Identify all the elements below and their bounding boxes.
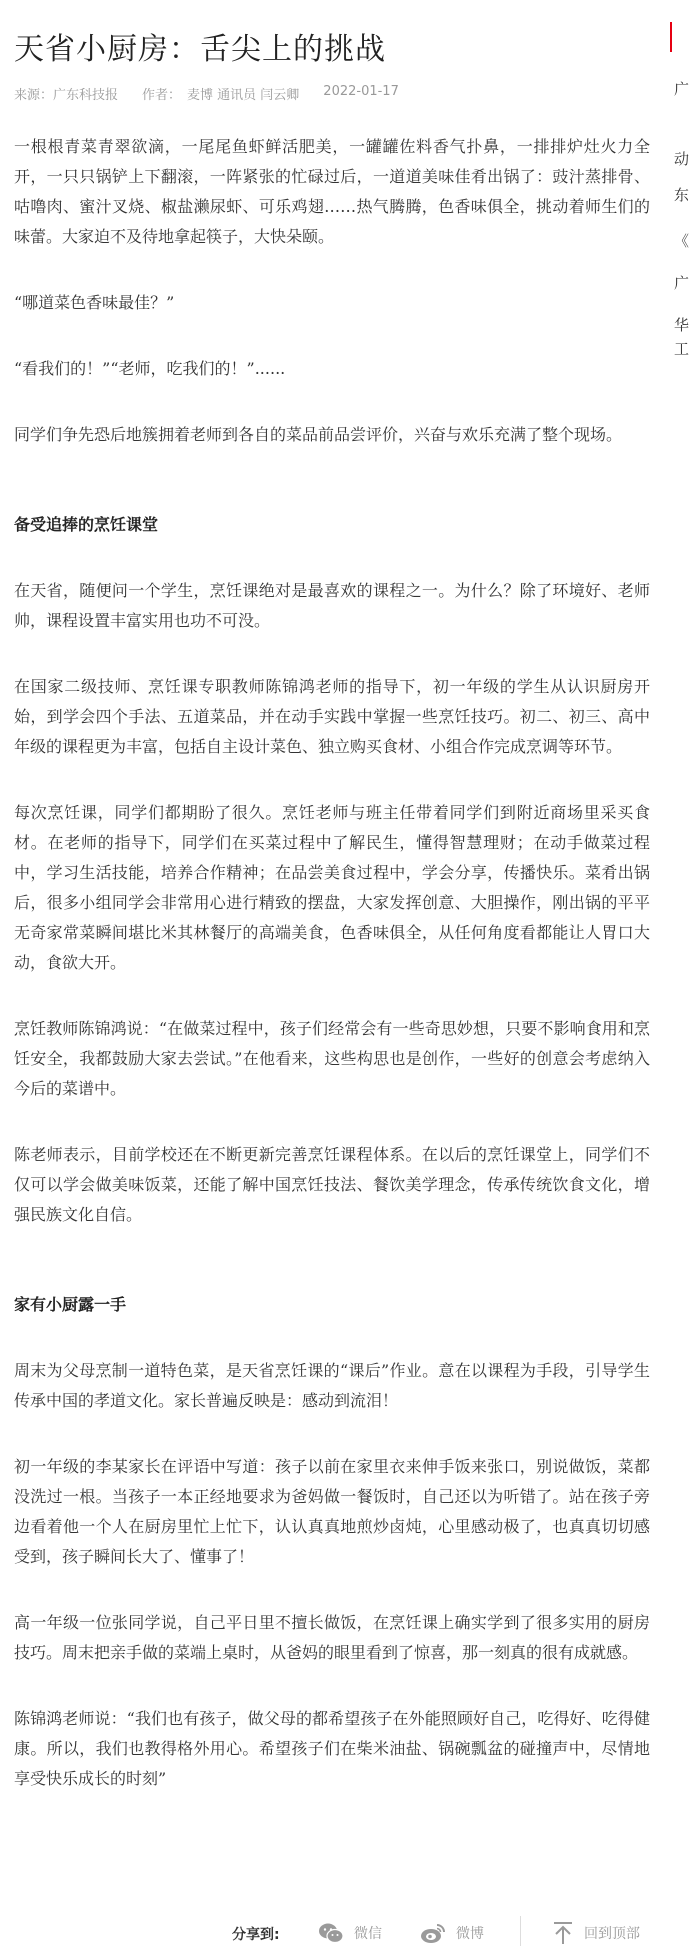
share-bar: [0, 1910, 684, 1958]
paragraph: 高一年级一位张同学说，自己平日里不擅长做饭，在烹饪课上确实学到了很多实用的厨房技巧。周末把亲手做的菜端上桌时，从爸妈的眼里看到了惊喜，那一刻真的很有成就感。: [14, 1613, 650, 1662]
paragraph: 每次烹饪课，同学们都期盼了很久。烹饪老师与班主任带着同学们到附近商场里采买食材。在老师的指导下，同学们在买菜过程中了解民生，懂得智慧理财；在动手做菜过程中，学习生活技能，培养合作精神；在品尝美食过程中，学会分享，传播快乐。菜肴出锅后，很多小组同学会非常用心进行精致的摆盘，大家发挥创意、大胆操作，刚出锅的平平无奇家常菜瞬间堪比米其林餐厅的高端美食，色香味俱全，从任何角度看都能让人胃口大动，食欲大开。: [14, 803, 650, 972]
paragraph: 在天省，随便问一个学生，烹饪课绝对是最喜欢的课程之一。为什么？除了环境好、老师帅，课程设置丰富实用也功不可没。: [14, 581, 650, 630]
sidebar-link[interactable]: 广: [674, 274, 689, 292]
paragraph: 周末为父母烹制一道特色菜，是天省烹饪课的“课后”作业。意在以课程为手段，引导学生传承中国的孝道文化。家长普遍反映是：感动到流泪！: [14, 1361, 650, 1410]
author-names: 麦博 通讯员 闫云卿: [187, 88, 300, 103]
paragraph: 在国家二级技师、烹饪课专职教师陈锦鸿老师的指导下，初一年级的学生从认识厨房开始，到学会四个手法、五道菜品，并在动手实践中掌握一些烹饪技巧。初二、初三、高中年级的课程更为丰富，包括自主设计菜色、独立购买食材、小组合作完成烹调等环节。: [14, 677, 650, 756]
article-date: 2022-01-17: [323, 84, 399, 99]
sidebar-link[interactable]: 东: [674, 186, 689, 204]
sidebar-link[interactable]: 华: [674, 316, 689, 334]
back-to-top-button[interactable]: [552, 1918, 640, 1948]
section-heading: 家有小厨露一手: [14, 1295, 127, 1314]
article-body: [14, 132, 650, 1794]
share-label: 分享到:: [232, 1927, 280, 1943]
article-title: 天省小厨房：舌尖上的挑战: [14, 32, 386, 67]
back-to-top-icon: [552, 1921, 574, 1945]
paragraph: “看我们的！”“老师，吃我们的！”......: [14, 359, 286, 378]
sidebar-link[interactable]: 工: [674, 340, 689, 358]
article-source: 来源：广东科技报: [14, 88, 119, 103]
article-author: [142, 84, 299, 104]
article: [14, 0, 650, 1830]
right-sidebar: [662, 0, 689, 420]
back-to-top-label: 回到顶部: [584, 1926, 640, 1942]
weibo-icon: [420, 1922, 446, 1944]
share-weibo-button[interactable]: [420, 1918, 484, 1948]
share-divider: [520, 1916, 521, 1946]
article-meta: [14, 84, 650, 104]
author-label: 作者：: [142, 88, 182, 103]
share-wechat-label: 微信: [354, 1926, 382, 1942]
paragraph: “哪道菜色香味最佳？”: [14, 293, 175, 312]
paragraph: 陈老师表示，目前学校还在不断更新完善烹饪课程体系。在以后的烹饪课堂上，同学们不仅可以学会做美味饭菜，还能了解中国烹饪技法、餐饮美学理念，传承传统饮食文化，增强民族文化自信。: [14, 1145, 650, 1224]
section-heading: 备受追捧的烹饪课堂: [14, 515, 159, 534]
sidebar-link[interactable]: 《: [674, 232, 689, 250]
paragraph: 烹饪教师陈锦鸿说：“在做菜过程中，孩子们经常会有一些奇思妙想，只要不影响食用和烹饪安全，我都鼓励大家去尝试。”在他看来，这些构思也是创作，一些好的创意会考虑纳入今后的菜谱中。: [14, 1019, 650, 1098]
paragraph: 陈锦鸿老师说：“我们也有孩子，做父母的都希望孩子在外能照顾好自己，吃得好、吃得健康。所以，我们也教得格外用心。希望孩子们在柴米油盐、锅碗瓢盆的碰撞声中，尽情地享受快乐成长的时刻”: [14, 1709, 650, 1788]
share-wechat-button[interactable]: [318, 1918, 382, 1948]
sidebar-accent-bar: [670, 22, 672, 52]
sidebar-link[interactable]: 广: [674, 80, 689, 98]
share-weibo-label: 微博: [456, 1926, 484, 1942]
paragraph: 初一年级的李某家长在评语中写道：孩子以前在家里衣来伸手饭来张口，别说做饭，菜都没洗过一根。当孩子一本正经地要求为爸妈做一餐饭时，自己还以为听错了。站在孩子旁边看着他一个人在厨房里忙上忙下，认认真真地煎炒卤炖，心里感动极了，也真真切切感受到，孩子瞬间长大了、懂事了！: [14, 1457, 650, 1566]
sidebar-link[interactable]: 动: [674, 150, 689, 168]
paragraph: 同学们争先恐后地簇拥着老师到各自的菜品前品尝评价，兴奋与欢乐充满了整个现场。: [14, 425, 623, 444]
paragraph: 一根根青菜青翠欲滴，一尾尾鱼虾鲜活肥美，一罐罐佐料香气扑鼻，一排排炉灶火力全开，一只只锅铲上下翻滚，一阵紧张的忙碌过后，一道道美味佳肴出锅了：豉汁蒸排骨、咕噜肉、蜜汁叉烧、椒盐濑尿虾、可乐鸡翅……热气腾腾，色香味俱全，挑动着师生们的味蕾。大家迫不及待地拿起筷子，大快朵颐。: [14, 137, 650, 246]
wechat-icon: [318, 1922, 344, 1944]
